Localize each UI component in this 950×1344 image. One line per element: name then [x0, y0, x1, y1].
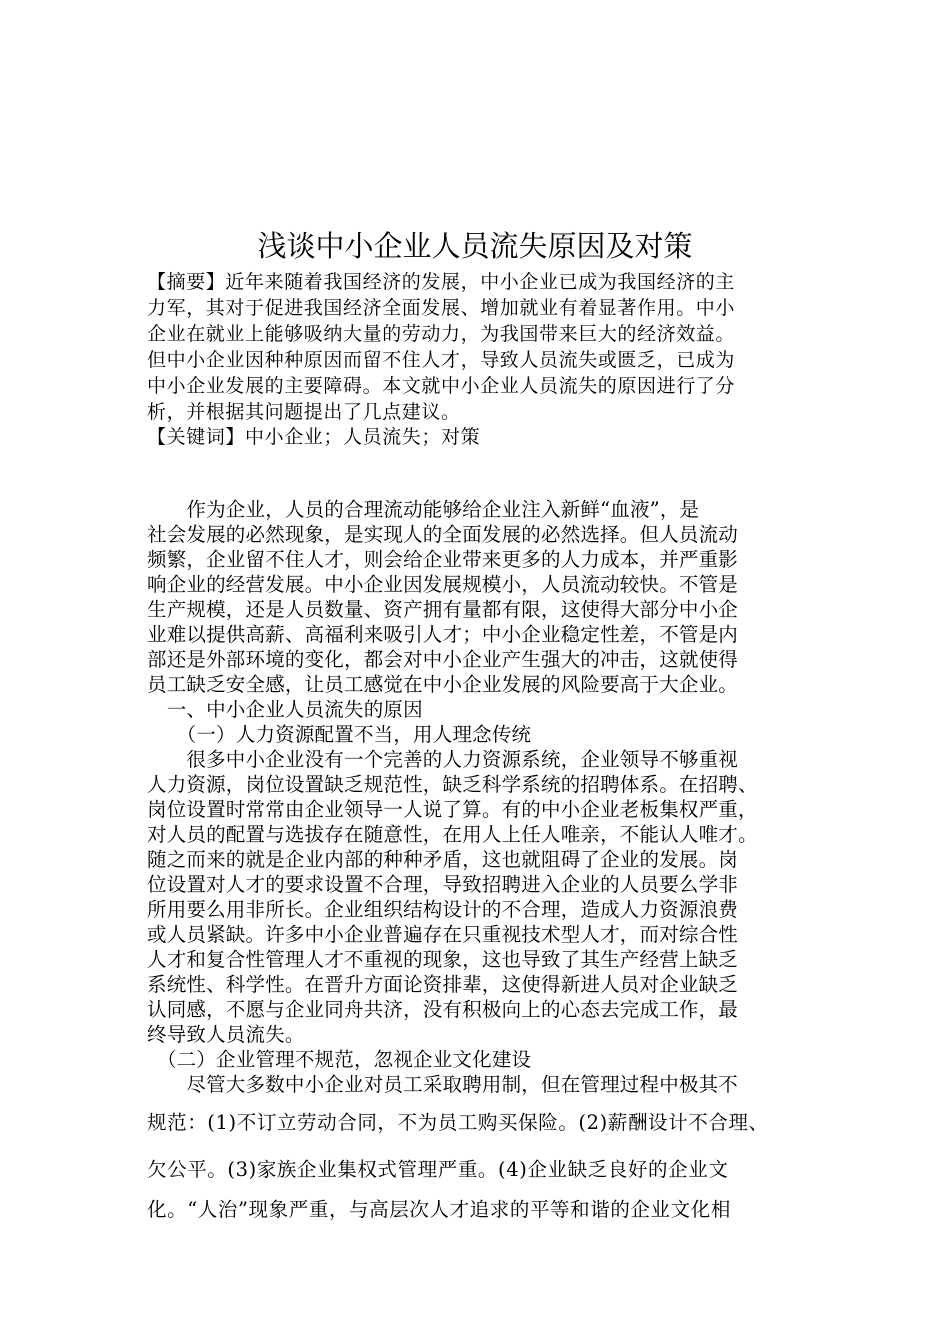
abstract-line: 但中小企业因种种原因而留不住人才，导致人员流失或匮乏，已成为 — [147, 349, 736, 371]
section-heading: 一、中小企业人员流失的原因 — [147, 698, 423, 721]
body-line: 人力资源，岗位设置缺乏规范性，缺乏科学系统的招聘体系。在招聘、 — [147, 773, 758, 796]
body-line: 业难以提供高薪、高福利来吸引人才；中小企业稳定性差，不管是内 — [147, 623, 739, 646]
body-line: 化。“人治”现象严重，与高层次人才追求的平等和谐的企业文化相 — [147, 1198, 731, 1221]
abstract-line: 中小企业发展的主要障碍。本文就中小企业人员流失的原因进行了分 — [147, 375, 736, 397]
document-title: 浅谈中小企业人员流失原因及对策 — [257, 229, 693, 263]
body-line: 规范：(1)不订立劳动合同，不为员工购买保险。(2)薪酬设计不合理、 — [147, 1111, 769, 1134]
abstract-line: 析，并根据其问题提出了几点建议。 — [147, 401, 461, 423]
body-line: 员工缺乏安全感，让员工感觉在中小企业发展的风险要高于大企业。 — [147, 673, 739, 696]
body-line: 频繁，企业留不住人才，则会给企业带来更多的人力成本，并严重影 — [147, 548, 739, 571]
body-line: 响企业的经营发展。中小企业因发展规模小，人员流动较快。不管是 — [147, 573, 739, 596]
body-line: 岗位设置时常常由企业领导一人说了算。有的中小企业老板集权严重， — [147, 798, 758, 821]
body-line: 位设置对人才的要求设置不合理，导致招聘进入企业的人员要么学非 — [147, 873, 739, 896]
body-line: 终导致人员流失。 — [147, 1023, 305, 1046]
body-line: 所用要么用非所长。企业组织结构设计的不合理，造成人力资源浪费 — [147, 898, 739, 921]
body-line: 认同感，不愿与企业同舟共济，没有积极向上的心态去完成工作，最 — [147, 998, 739, 1021]
body-line: 对人员的配置与选拔存在随意性，在用人上任人唯亲，不能认人唯才。 — [147, 823, 758, 846]
keywords-line: 【关键词】中小企业；人员流失；对策 — [147, 426, 481, 448]
abstract-line: 力军，其对于促进我国经济全面发展、增加就业有着显著作用。中小 — [147, 297, 736, 319]
body-line: 随之而来的就是企业内部的种种矛盾，这也就阻碍了企业的发展。岗 — [147, 848, 739, 871]
subsection-heading: （一）人力资源配置不当，用人理念传统 — [147, 723, 532, 746]
body-line: 系统性、科学性。在晋升方面论资排辈，这使得新进人员对企业缺乏 — [147, 973, 739, 996]
body-line: 作为企业，人员的合理流动能够给企业注入新鲜“血液”，是 — [147, 498, 700, 521]
subsection-heading: （二）企业管理不规范，忽视企业文化建设 — [147, 1048, 532, 1071]
abstract-line: 【摘要】近年来随着我国经济的发展，中小企业已成为我国经济的主 — [147, 271, 736, 293]
body-line: 生产规模，还是人员数量、资产拥有量都有限，这使得大部分中小企 — [147, 598, 739, 621]
body-line: 尽管大多数中小企业对员工采取聘用制，但在管理过程中极其不 — [147, 1073, 739, 1096]
body-line: 或人员紧缺。许多中小企业普遍存在只重视技术型人才，而对综合性 — [147, 923, 739, 946]
abstract-line: 企业在就业上能够吸纳大量的劳动力，为我国带来巨大的经济效益。 — [147, 323, 736, 345]
body-line: 社会发展的必然现象，是实现人的全面发展的必然选择。但人员流动 — [147, 523, 739, 546]
body-line: 很多中小企业没有一个完善的人力资源系统，企业领导不够重视 — [147, 748, 739, 771]
body-line: 部还是外部环境的变化，都会对中小企业产生强大的冲击，这就使得 — [147, 648, 739, 671]
body-line: 人才和复合性管理人才不重视的现象，这也导致了其生产经营上缺乏 — [147, 948, 739, 971]
body-line: 欠公平。(3)家族企业集权式管理严重。(4)企业缺乏良好的企业文 — [147, 1158, 729, 1181]
